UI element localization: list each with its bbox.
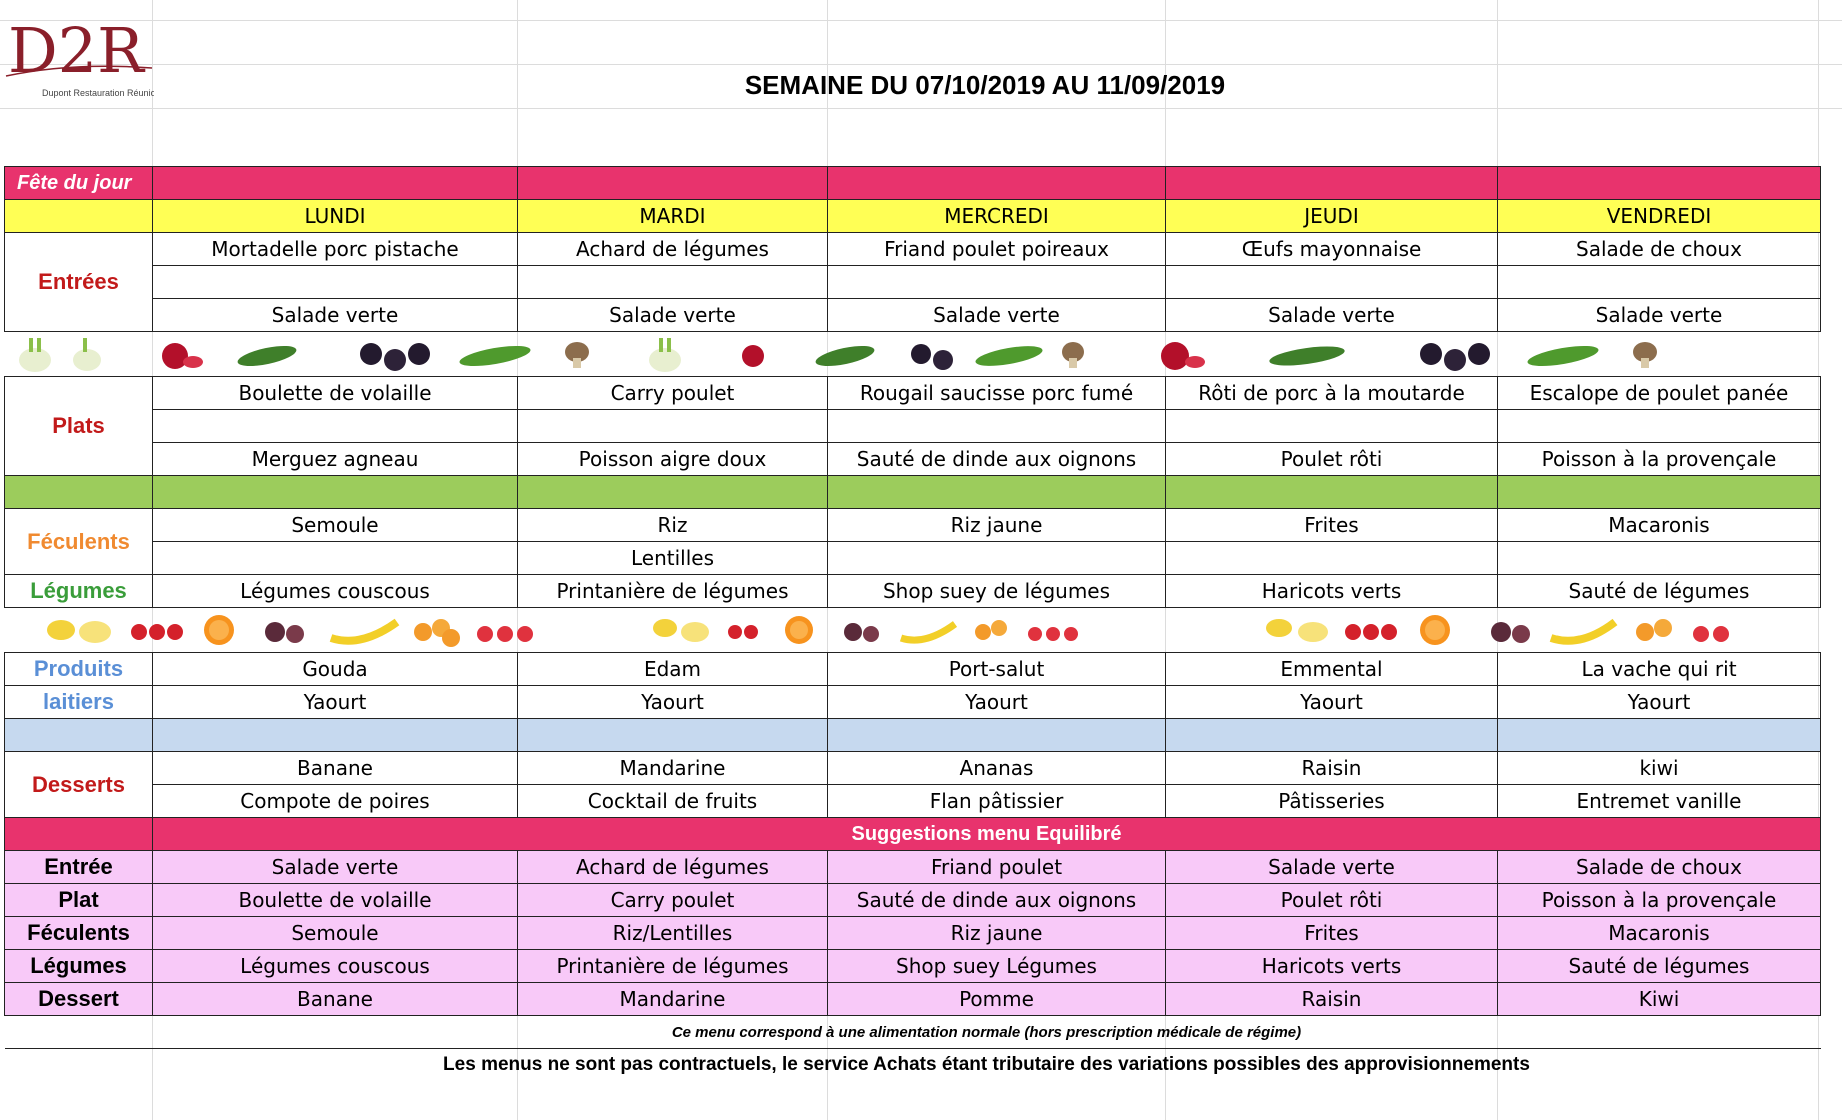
produits-row-2 <box>5 686 1821 719</box>
suggestion-label: Dessert <box>5 983 153 1016</box>
lemon-icon <box>653 619 709 642</box>
menu-cell: Yaourt <box>1166 686 1498 719</box>
desserts-label: Desserts <box>5 752 153 818</box>
menu-cell: Raisin <box>1166 752 1498 785</box>
menu-cell: Achard de légumes <box>518 233 828 266</box>
menu-cell: Rôti de porc à la moutarde <box>1166 377 1498 410</box>
menu-cell: Riz jaune <box>828 917 1166 950</box>
footer-disclaimer: Les menus ne sont pas contractuels, le service Achats étant tributaire des variations possibles des approvisionnements <box>153 1049 1821 1082</box>
entrees-row-2 <box>5 266 1821 299</box>
logo-subtitle: Dupont Restauration Réunion <box>42 88 154 98</box>
fete-cell <box>153 167 518 200</box>
fig-icon <box>1491 622 1530 643</box>
menu-cell: Riz <box>518 509 828 542</box>
menu-cell: Salade de choux <box>1498 851 1821 884</box>
menu-cell <box>1166 266 1498 299</box>
menu-cell: Gouda <box>153 653 518 686</box>
raspberry-icon <box>1693 626 1729 642</box>
suggestion-label: Légumes <box>5 950 153 983</box>
menu-cell <box>153 542 518 575</box>
vegetables-image-strip <box>5 332 1821 377</box>
fennel-icon <box>649 338 681 372</box>
menu-cell: Frites <box>1166 917 1498 950</box>
suggestion-row-legumes <box>5 950 1821 983</box>
menu-cell: Banane <box>153 752 518 785</box>
days-corner <box>5 200 153 233</box>
laitiers-label: laitiers <box>5 686 153 719</box>
zucchini-icon <box>1268 343 1345 369</box>
suggestions-header-row <box>5 818 1821 851</box>
menu-cell: Œufs mayonnaise <box>1166 233 1498 266</box>
vegetables-strip-row <box>5 332 1821 377</box>
eggplant-icon <box>911 344 953 370</box>
menu-cell: Salade verte <box>518 299 828 332</box>
menu-cell: Mandarine <box>518 983 828 1016</box>
orange-icon <box>1420 615 1450 645</box>
menu-cell: Haricots verts <box>1166 950 1498 983</box>
menu-cell: Poisson aigre doux <box>518 443 828 476</box>
feculents-row-2 <box>5 542 1821 575</box>
green-separator-row <box>5 476 1821 509</box>
menu-cell: Macaronis <box>1498 917 1821 950</box>
morel-icon <box>1633 342 1657 368</box>
desserts-row-1 <box>5 752 1821 785</box>
legumes-label: Légumes <box>5 575 153 608</box>
orange-icon <box>204 615 234 645</box>
eggplant-icon <box>1420 343 1490 371</box>
menu-cell: Entremet vanille <box>1498 785 1821 818</box>
menu-cell: Yaourt <box>1498 686 1821 719</box>
legumes-row <box>5 575 1821 608</box>
menu-cell <box>1498 410 1821 443</box>
menu-cell: Lentilles <box>518 542 828 575</box>
menu-cell: Friand poulet <box>828 851 1166 884</box>
blue-separator-row <box>5 719 1821 752</box>
menu-cell: Flan pâtissier <box>828 785 1166 818</box>
menu-cell <box>1498 542 1821 575</box>
menu-cell: Port-salut <box>828 653 1166 686</box>
pomegranate-icon <box>1161 342 1205 370</box>
apricot-icon <box>414 619 460 647</box>
day-header-mardi: MARDI <box>518 200 828 233</box>
page-title: SEMAINE DU 07/10/2019 AU 11/09/2019 <box>744 70 1226 100</box>
suggestion-label: Entrée <box>5 851 153 884</box>
menu-cell: Yaourt <box>518 686 828 719</box>
suggestion-row-feculents <box>5 917 1821 950</box>
eggplant-icon <box>360 343 430 371</box>
menu-cell: Emmental <box>1166 653 1498 686</box>
logo-mark: D2R <box>8 14 144 87</box>
suggestions-heading: Suggestions menu Equilibré <box>153 818 1821 851</box>
plats-label: Plats <box>5 377 153 476</box>
fete-cell <box>518 167 828 200</box>
day-header-mercredi: MERCREDI <box>828 200 1166 233</box>
plats-row-3 <box>5 443 1821 476</box>
footer-disclaimer-row <box>5 1049 1821 1082</box>
menu-cell: Sauté de dinde aux oignons <box>828 884 1166 917</box>
entrees-row-3 <box>5 299 1821 332</box>
menu-cell: Légumes couscous <box>153 575 518 608</box>
menu-cell: Cocktail de fruits <box>518 785 828 818</box>
menu-cell: Poisson à la provençale <box>1498 443 1821 476</box>
day-header-vendredi: VENDREDI <box>1498 200 1821 233</box>
green-beans-icon <box>1526 342 1600 370</box>
green-beans-icon <box>974 342 1044 370</box>
menu-cell: Riz/Lentilles <box>518 917 828 950</box>
strawberry-icon <box>1345 624 1397 640</box>
produits-row-1 <box>5 653 1821 686</box>
menu-cell: Salade verte <box>153 851 518 884</box>
menu-cell: Boulette de volaille <box>153 377 518 410</box>
menu-cell <box>1166 542 1498 575</box>
days-header-row <box>5 200 1821 233</box>
fete-cell <box>1166 167 1498 200</box>
suggestion-row-entree <box>5 851 1821 884</box>
menu-cell: Semoule <box>153 509 518 542</box>
menu-cell: Banane <box>153 983 518 1016</box>
menu-cell: Rougail saucisse porc fumé <box>828 377 1166 410</box>
morel-icon <box>565 342 589 368</box>
menu-cell: Printanière de légumes <box>518 575 828 608</box>
menu-cell: Compote de poires <box>153 785 518 818</box>
menu-cell: Poulet rôti <box>1166 443 1498 476</box>
menu-cell: Salade de choux <box>1498 233 1821 266</box>
menu-cell: Salade verte <box>828 299 1166 332</box>
fig-icon <box>844 623 879 642</box>
menu-cell <box>828 266 1166 299</box>
menu-cell <box>828 542 1166 575</box>
menu-cell: Salade verte <box>1166 299 1498 332</box>
banana-icon <box>331 622 397 641</box>
banana-icon <box>901 624 955 640</box>
menu-cell <box>518 266 828 299</box>
menu-cell: Carry poulet <box>518 377 828 410</box>
apricot-icon <box>975 620 1007 640</box>
menu-cell: Salade verte <box>1498 299 1821 332</box>
menu-cell: Pâtisseries <box>1166 785 1498 818</box>
menu-cell <box>1498 266 1821 299</box>
day-header-lundi: LUNDI <box>153 200 518 233</box>
menu-cell: Shop suey de légumes <box>828 575 1166 608</box>
menu-cell: Raisin <box>1166 983 1498 1016</box>
plats-row-1 <box>5 377 1821 410</box>
entrees-row-1 <box>5 233 1821 266</box>
green-beans-icon <box>458 342 532 370</box>
footer-note: Ce menu correspond à une alimentation normale (hors prescription médicale de régime) <box>153 1016 1821 1049</box>
pomegranate-icon <box>162 343 203 369</box>
menu-cell: Achard de légumes <box>518 851 828 884</box>
day-header-jeudi: JEUDI <box>1166 200 1498 233</box>
suggestion-row-plat <box>5 884 1821 917</box>
menu-cell: Sauté de dinde aux oignons <box>828 443 1166 476</box>
orange-icon <box>785 616 813 644</box>
menu-cell: Shop suey Légumes <box>828 950 1166 983</box>
feculents-label: Féculents <box>5 509 153 575</box>
zucchini-icon <box>235 342 297 370</box>
menu-cell: Sauté de légumes <box>1498 575 1821 608</box>
suggestion-label: Féculents <box>5 917 153 950</box>
menu-cell <box>153 266 518 299</box>
zucchini-icon <box>813 342 875 370</box>
menu-cell: Haricots verts <box>1166 575 1498 608</box>
entrees-label: Entrées <box>5 233 153 332</box>
menu-cell: Yaourt <box>828 686 1166 719</box>
suggestion-row-dessert <box>5 983 1821 1016</box>
raspberry-icon <box>1028 627 1078 641</box>
menu-cell: Salade verte <box>1166 851 1498 884</box>
fete-row <box>5 167 1821 200</box>
menu-cell: Friand poulet poireaux <box>828 233 1166 266</box>
apricot-icon <box>1636 619 1672 641</box>
menu-cell: Mandarine <box>518 752 828 785</box>
produits-label: Produits <box>5 653 153 686</box>
fete-label: Fête du jour <box>5 167 153 200</box>
menu-cell: Légumes couscous <box>153 950 518 983</box>
menu-cell <box>1166 410 1498 443</box>
menu-cell: Mortadelle porc pistache <box>153 233 518 266</box>
menu-cell: Frites <box>1166 509 1498 542</box>
strawberry-icon <box>728 625 758 639</box>
footer-note-row <box>5 1016 1821 1049</box>
banana-icon <box>1551 622 1615 641</box>
lemon-icon <box>47 620 111 643</box>
menu-cell: Kiwi <box>1498 983 1821 1016</box>
menu-cell: Escalope de poulet panée <box>1498 377 1821 410</box>
menu-cell: Semoule <box>153 917 518 950</box>
menu-cell <box>153 410 518 443</box>
menu-cell: La vache qui rit <box>1498 653 1821 686</box>
logo <box>2 2 154 102</box>
menu-cell: Yaourt <box>153 686 518 719</box>
fruits-image-strip <box>5 608 1821 653</box>
menu-cell: Pomme <box>828 983 1166 1016</box>
strawberry-icon <box>131 624 183 640</box>
suggestion-label: Plat <box>5 884 153 917</box>
raspberry-icon <box>477 626 533 642</box>
menu-cell: Poulet rôti <box>1166 884 1498 917</box>
menu-cell: Salade verte <box>153 299 518 332</box>
fennel-icon <box>19 338 51 372</box>
menu-cell <box>518 410 828 443</box>
lemon-icon <box>1266 619 1328 642</box>
morel-icon <box>1062 342 1084 368</box>
menu-cell: kiwi <box>1498 752 1821 785</box>
menu-cell: Riz jaune <box>828 509 1166 542</box>
menu-cell: Poisson à la provençale <box>1498 884 1821 917</box>
pomegranate-icon <box>742 345 764 367</box>
menu-cell: Edam <box>518 653 828 686</box>
feculents-row-1 <box>5 509 1821 542</box>
fruits-strip-row <box>5 608 1821 653</box>
menu-cell: Boulette de volaille <box>153 884 518 917</box>
menu-cell: Printanière de légumes <box>518 950 828 983</box>
fete-cell <box>1498 167 1821 200</box>
desserts-row-2 <box>5 785 1821 818</box>
menu-cell: Carry poulet <box>518 884 828 917</box>
menu-cell: Macaronis <box>1498 509 1821 542</box>
menu-cell: Ananas <box>828 752 1166 785</box>
menu-table <box>4 166 1821 1081</box>
menu-cell <box>828 410 1166 443</box>
menu-cell: Sauté de légumes <box>1498 950 1821 983</box>
fennel-icon <box>73 338 101 371</box>
fig-icon <box>265 622 304 643</box>
plats-row-2 <box>5 410 1821 443</box>
fete-cell <box>828 167 1166 200</box>
menu-cell: Merguez agneau <box>153 443 518 476</box>
